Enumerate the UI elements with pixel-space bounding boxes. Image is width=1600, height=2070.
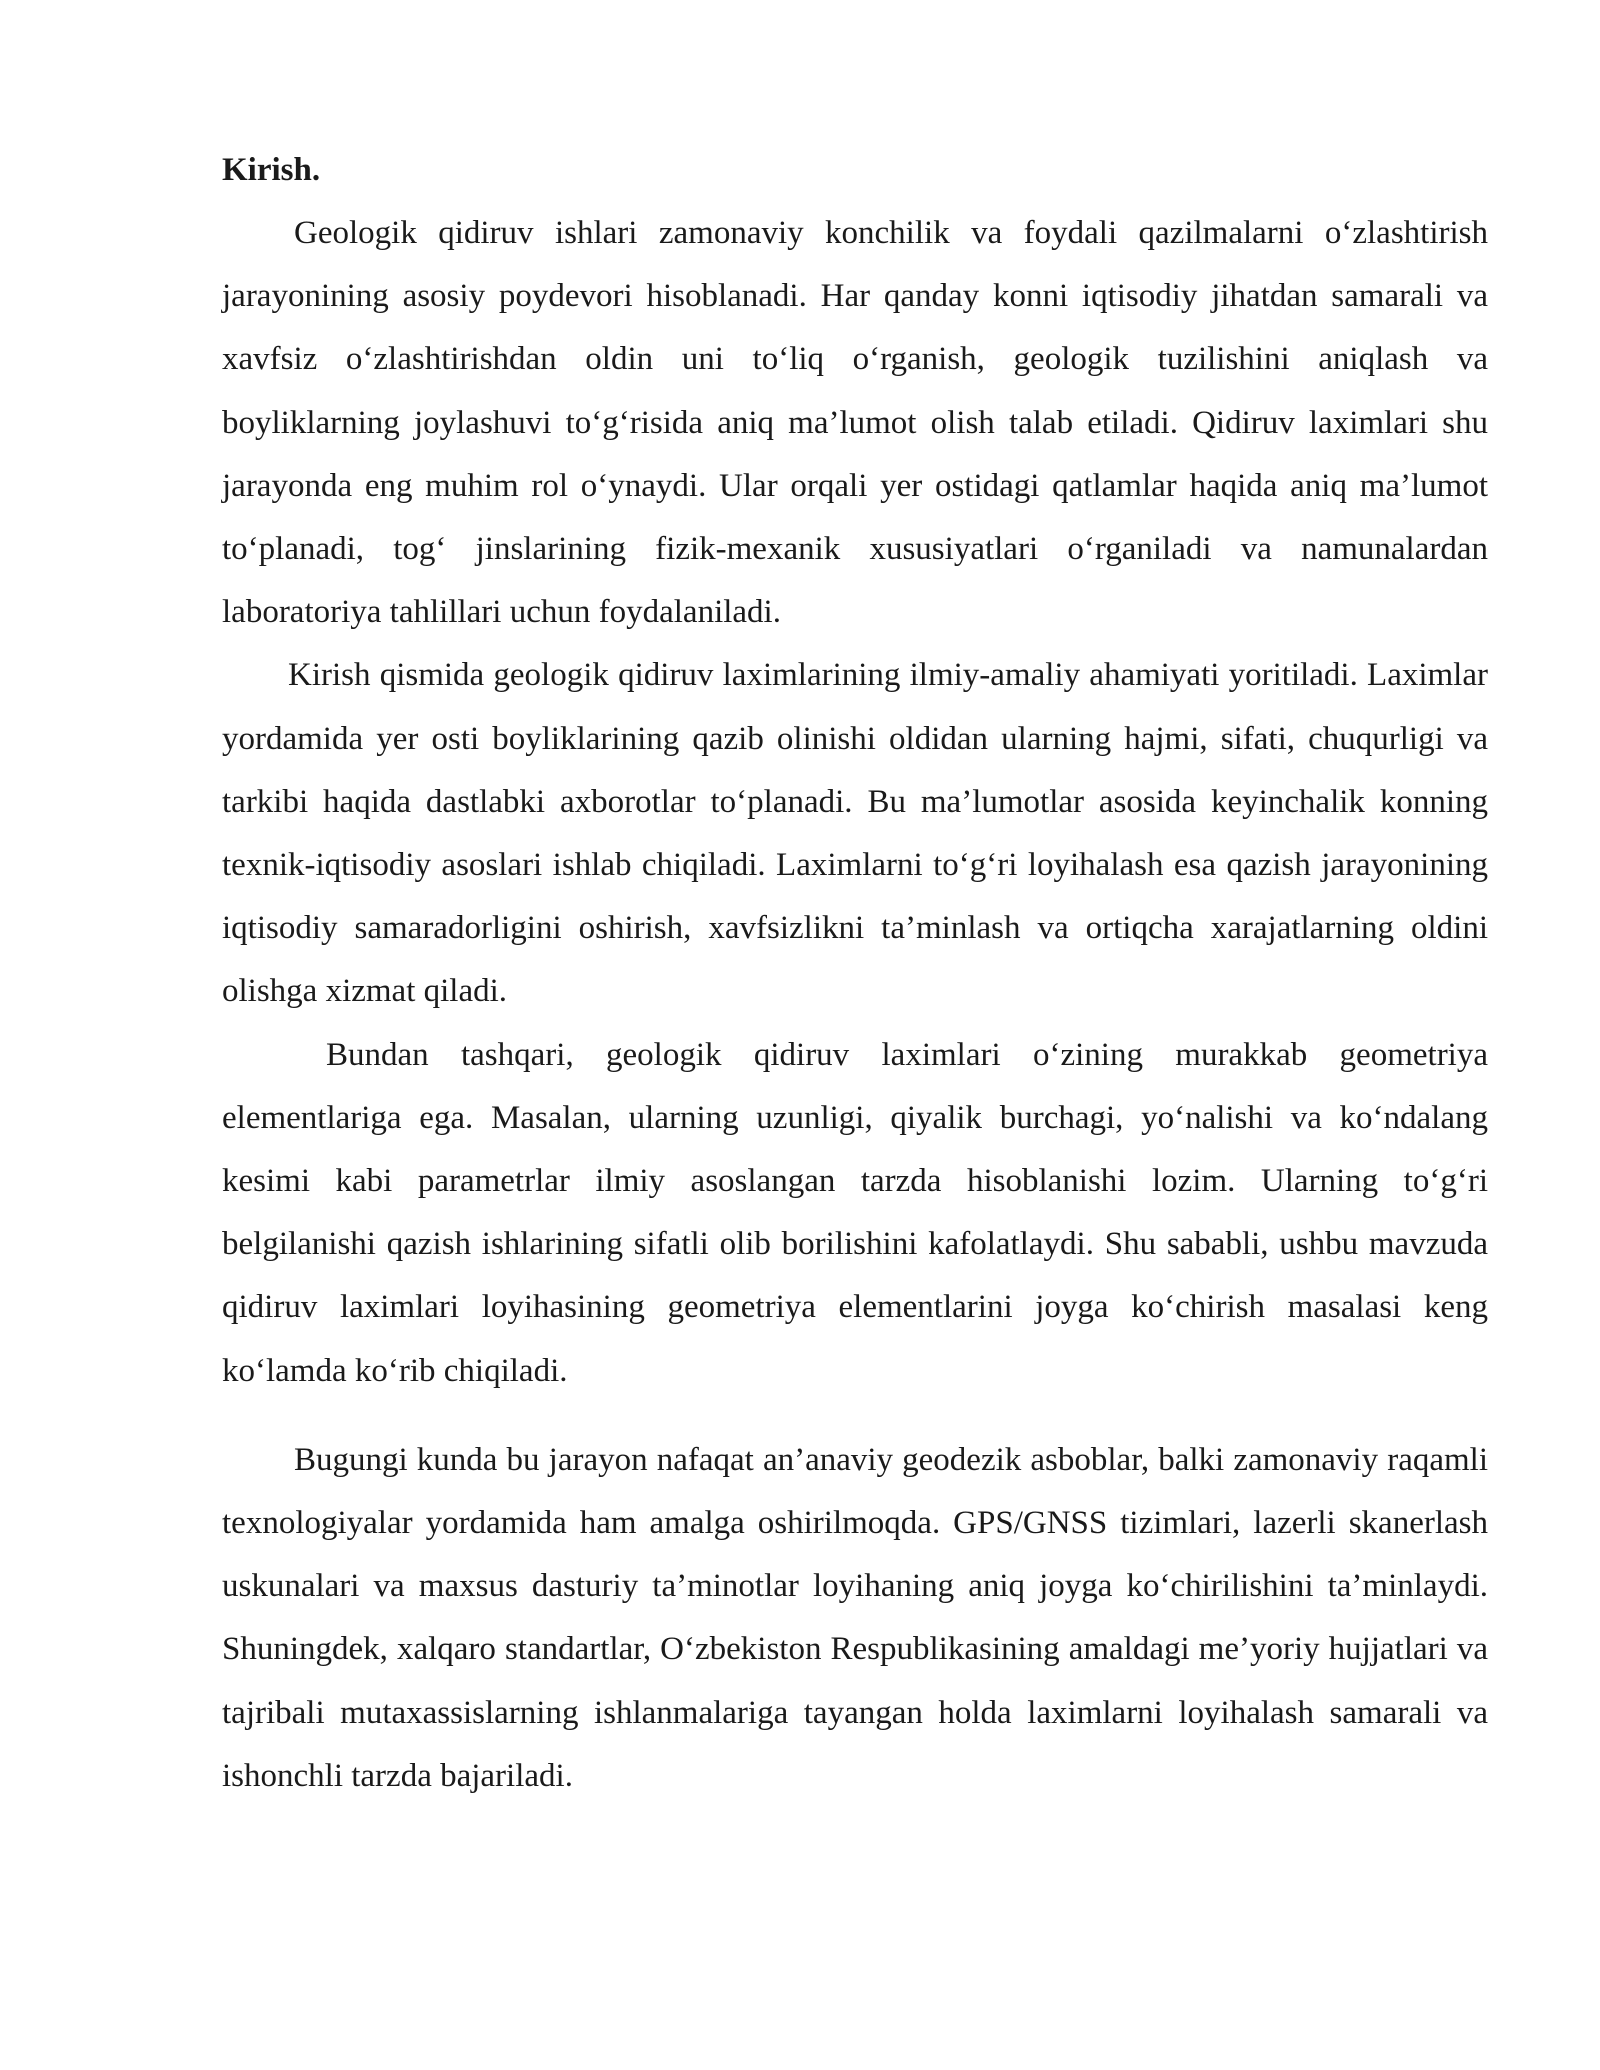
paragraph-1: Geologik qidiruv ishlari zamonaviy konchilik va foydali qazilmalarni o‘zlashtirish jarayonining asosiy poydevori hisoblanadi. Har qanday konni iqtisodiy jihatdan samarali va xavfsiz o‘zlashtirishdan oldin uni to‘liq o‘rganish, geologik tuzilishini aniqlash va boyliklarning joylashuvi to‘g‘risida aniq ma’lumot olish talab etiladi. Qidiruv laximlari shu jarayonda eng muhim rol o‘ynaydi. Ular orqali yer ostidagi qatlamlar haqida aniq ma’lumot to‘planadi, tog‘ jinslarining fizik-mexanik xususiyatlari o‘rganiladi va namunalardan laboratoriya tahlillari uchun foydalaniladi. bbox=[222, 215, 1488, 631]
document-page bbox=[222, 148, 1488, 1808]
paragraph-2: Kirish qismida geologik qidiruv laximlarining ilmiy-amaliy ahamiyati yoritiladi. Laximlar yordamida yer osti boyliklarining qazib olinishi oldidan ularning hajmi, sifati, chuqurligi va tarkibi haqida dastlabki axborotlar to‘planadi. Bu ma’lumotlar asosida keyinchalik konning texnik-iqtisodiy asoslari ishlab chiqiladi. Laximlarni to‘g‘ri loyihalash esa qazish jarayonining iqtisodiy samaradorligini oshirish, xavfsizlikni ta’minlash va ortiqcha xarajatlarning oldini olishga xizmat qiladi. bbox=[222, 657, 1488, 1010]
paragraph-3: Bundan tashqari, geologik qidiruv laximlari o‘zining murakkab geometriya elementlariga ega. Masalan, ularning uzunligi, qiyalik burchagi, yo‘nalishi va ko‘ndalang kesimi kabi parametrlar ilmiy asoslangan tarzda hisoblanishi lozim. Ularning to‘g‘ri belgilanishi qazish ishlarining sifatli olib borilishini kafolatlaydi. Shu sababli, ushbu mavzuda qidiruv laximlari loyihasining geometriya elementlarini joyga ko‘chirish masalasi keng ko‘lamda ko‘rib chiqiladi. bbox=[222, 1036, 1488, 1389]
paragraph-4: Bugungi kunda bu jarayon nafaqat an’anaviy geodezik asboblar, balki zamonaviy raqamli texnologiyalar yordamida ham amalga oshirilmoqda. GPS/GNSS tizimlari, lazerli skanerlash uskunalari va maxsus dasturiy ta’minotlar loyihaning aniq joyga ko‘chirilishini ta’minlaydi. Shuningdek, xalqaro standartlar, O‘zbekiston Respublikasining amaldagi me’yoriy hujjatlari va tajribali mutaxassislarning ishlanmalariga tayangan holda laximlarni loyihalash samarali va ishonchli tarzda bajariladi. bbox=[222, 1441, 1488, 1794]
section-heading: Kirish. bbox=[222, 152, 321, 188]
